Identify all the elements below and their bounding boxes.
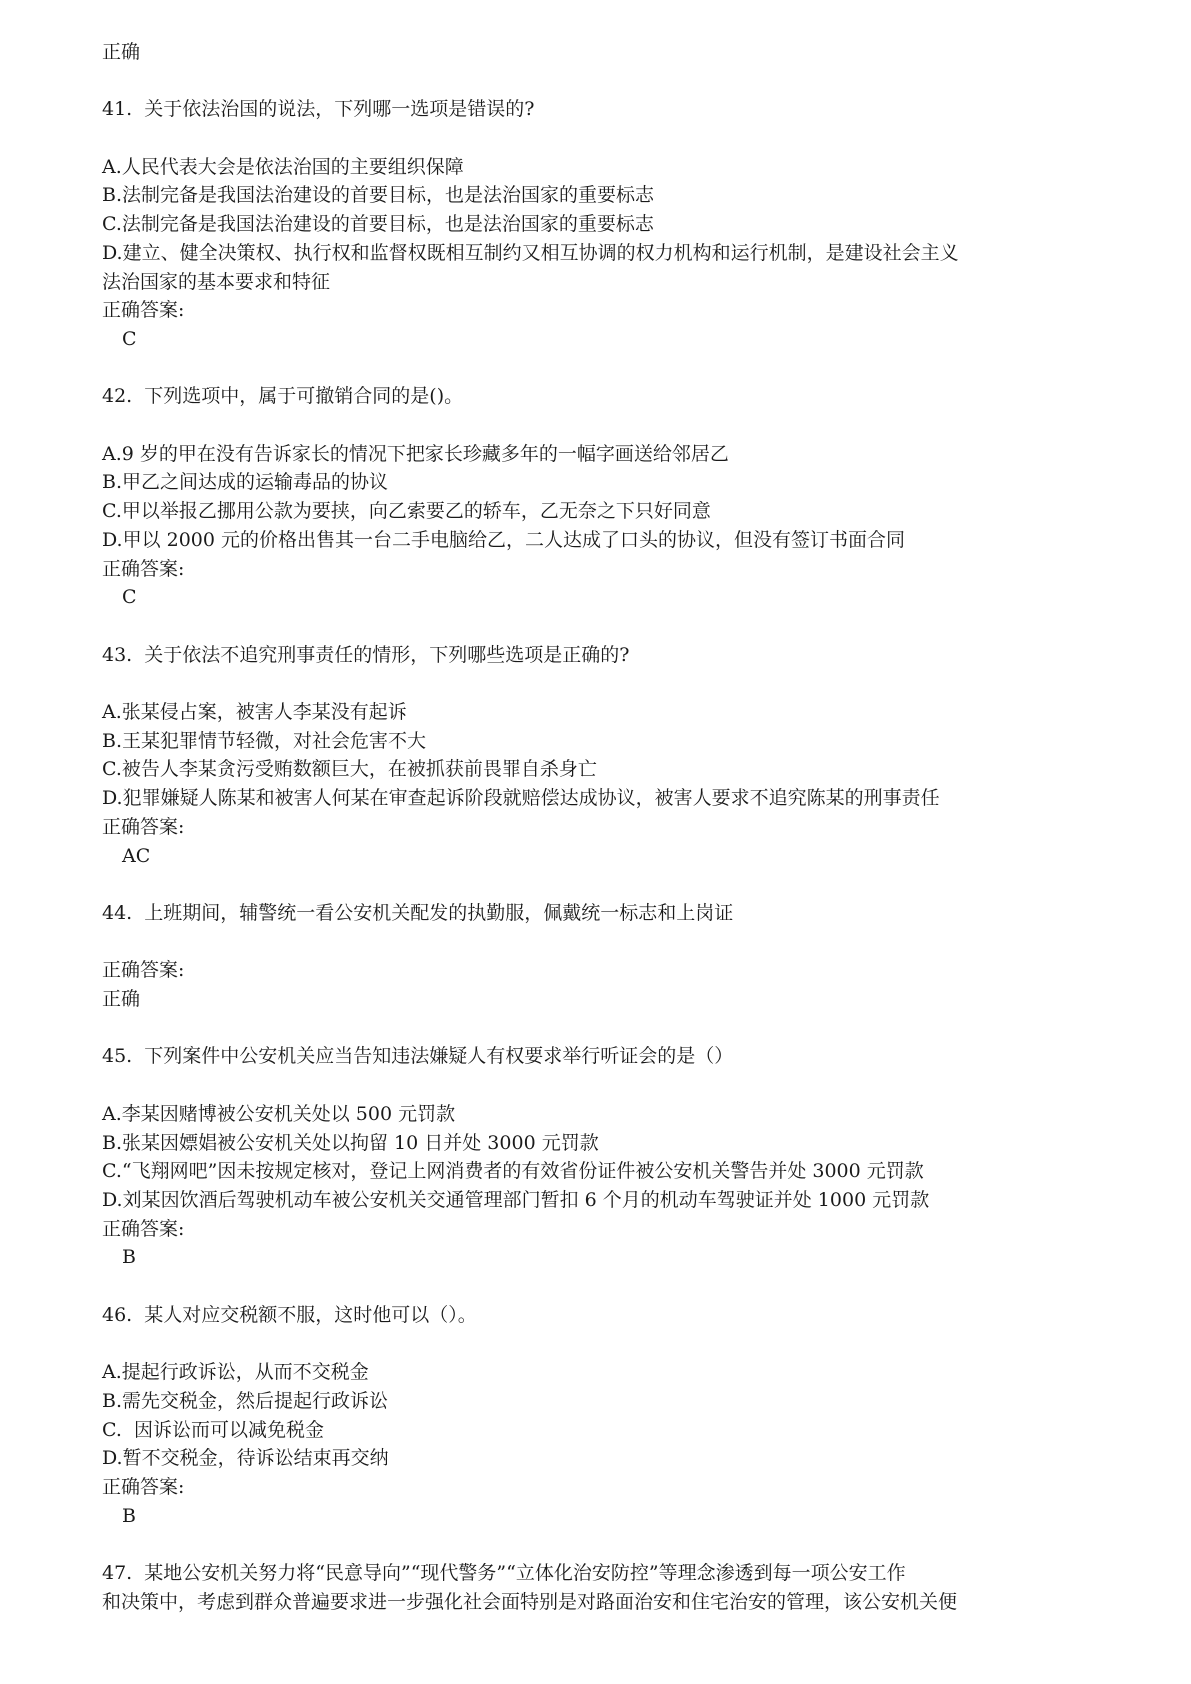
question-text: 43. 关于依法不追究刑事责任的情形，下列哪些选项是正确的? <box>102 643 630 666</box>
option-b: B.需先交税金，然后提起行政诉讼 <box>102 1389 389 1412</box>
question-text: 44. 上班期间，辅警统一看公安机关配发的执勤服，佩戴统一标志和上岗证 <box>102 901 734 924</box>
option-a: A.李某因赌博被公安机关处以 500 元罚款 <box>102 1102 456 1125</box>
answer-value: C <box>122 328 137 350</box>
answer-label: 正确答案: <box>102 1217 185 1240</box>
option-c: C.甲以举报乙挪用公款为要挟，向乙索要乙的轿车，乙无奈之下只好同意 <box>102 500 711 523</box>
question-text: 42. 下列选项中，属于可撤销合同的是()。 <box>102 385 464 408</box>
answer-value: C <box>122 586 137 609</box>
answer-label: 正确答案: <box>102 299 185 322</box>
option-b: B.甲乙之间达成的运输毒品的协议 <box>102 471 389 494</box>
question-41 <box>102 95 1102 353</box>
question-text: 46. 某人对应交税额不服，这时他可以（）。 <box>102 1303 477 1326</box>
option-c: C.法制完备是我国法治建设的首要目标，也是法治国家的重要标志 <box>102 213 654 236</box>
question-text: 41. 关于依法治国的说法，下列哪一选项是错误的? <box>102 98 535 121</box>
option-d: D.暂不交税金，待诉讼结束再交纳 <box>102 1447 389 1470</box>
answer-label: 正确答案: <box>102 1475 185 1498</box>
option-a: A.提起行政诉讼，从而不交税金 <box>102 1361 369 1384</box>
answer-value: B <box>122 1504 136 1527</box>
option-d-continued: 法治国家的基本要求和特征 <box>102 270 331 293</box>
question-46 <box>102 1301 1102 1531</box>
option-a: A.9 岁的甲在没有告诉家长的情况下把家长珍藏多年的一幅字画送给邻居乙 <box>102 442 729 465</box>
option-c: C.被告人李某贪污受贿数额巨大，在被抓获前畏罪自杀身亡 <box>102 758 597 781</box>
option-c: C.“飞翔网吧”因未按规定核对，登记上网消费者的有效省份证件被公安机关警告并处 3000 元罚款 <box>102 1160 924 1183</box>
question-text: 47. 某地公安机关努力将“民意导向”“现代警务”“立体化治安防控”等理念渗透到每一项公安工作 <box>102 1562 906 1585</box>
option-b: B.法制完备是我国法治建设的首要目标，也是法治国家的重要标志 <box>102 184 655 207</box>
option-c: C. 因诉讼而可以减免税金 <box>102 1418 324 1441</box>
answer-label: 正确答案: <box>102 815 185 838</box>
option-d: D.甲以 2000 元的价格出售其一台二手电脑给乙，二人达成了口头的协议，但没有签订书面合同 <box>102 528 906 551</box>
option-b: B.张某因嫖娼被公安机关处以拘留 10 日并处 3000 元罚款 <box>102 1131 599 1154</box>
question-43 <box>102 641 1102 871</box>
option-a: A.人民代表大会是依法治国的主要组织保障 <box>102 155 464 178</box>
option-b: B.王某犯罪情节轻微，对社会危害不大 <box>102 729 427 752</box>
answer-value: 正确 <box>102 988 141 1011</box>
answer-label: 正确答案: <box>102 959 185 982</box>
previous-answer-value: 正确 <box>102 41 141 63</box>
question-45 <box>102 1042 1102 1272</box>
option-a: A.张某侵占案，被害人李某没有起诉 <box>102 701 407 724</box>
question-text-continued: 和决策中，考虑到群众普遍要求进一步强化社会面特别是对路面治安和住宅治安的管理，该公安机关便 <box>102 1590 958 1613</box>
answer-value: B <box>122 1246 136 1269</box>
question-47 <box>102 1559 1102 1616</box>
question-42 <box>102 382 1102 612</box>
answer-label: 正确答案: <box>102 557 185 580</box>
question-44 <box>102 899 1102 1014</box>
option-d: D.犯罪嫌疑人陈某和被害人何某在审查起诉阶段就赔偿达成协议，被害人要求不追究陈某的刑事责任 <box>102 787 940 810</box>
option-d: D.刘某因饮酒后驾驶机动车被公安机关交通管理部门暂扣 6 个月的机动车驾驶证并处 1000 元罚款 <box>102 1188 930 1211</box>
exam-document <box>102 38 1102 1616</box>
option-d: D.建立、健全决策权、执行权和监督权既相互制约又相互协调的权力机构和运行机制，是建设社会主义 <box>102 241 959 264</box>
question-text: 45. 下列案件中公安机关应当告知违法嫌疑人有权要求举行听证会的是（） <box>102 1045 734 1068</box>
answer-value: AC <box>122 844 151 867</box>
